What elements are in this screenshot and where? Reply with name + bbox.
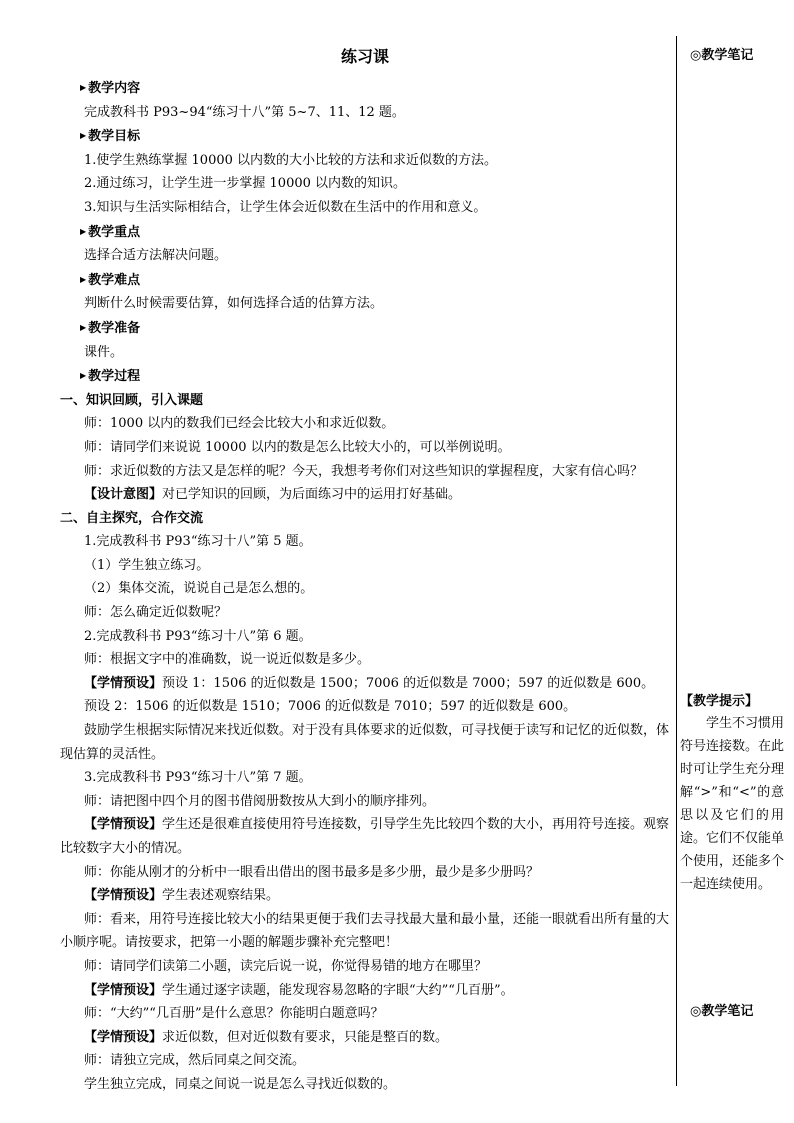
preset-3: 【学情预设】学生还是很难直接使用符号连接数，引导学生先比较四个数的大小，再用符号连接。观察比较数字大小的情况。 [60, 817, 670, 856]
preset-5: 【学情预设】学生通过逐字读题，能发现容易忽略的字眼“大约”“几百册”。 [84, 982, 514, 998]
side-note-label-top: ◎教学笔记 [690, 48, 754, 63]
goal-item: 2.通过练习，让学生进一步掌握 10000 以内数的知识。 [84, 176, 407, 192]
design-intent: 【设计意图】对已学知识的回顾，为后面练习中的运用打好基础。 [84, 487, 462, 503]
side-tip-title: 【教学提示】 [680, 694, 759, 709]
triangle-bullet-icon: ▶ [80, 225, 87, 236]
section-heading-process: ▶ 教学过程 [60, 364, 670, 389]
paragraph: 师：怎么确定近似数呢？ [84, 605, 228, 621]
triangle-bullet-icon: ▶ [80, 82, 87, 92]
paragraph: 2.完成教科书 P93“练习十八”第 6 题。 [84, 628, 312, 644]
lesson-body [60, 44, 670, 1097]
paragraph: 学生独立完成，同桌之间说一说是怎么寻找近似数的。 [84, 1076, 397, 1092]
paragraph: 师：1000 以内的数我们已经会比较大小和求近似数。 [84, 416, 395, 432]
prep-text: 课件。 [84, 344, 124, 360]
paragraph: 师：请同学们来说说 10000 以内的数是怎么比较大小的，可以举例说明。 [84, 439, 511, 455]
key-text: 选择合适方法解决问题。 [84, 248, 228, 264]
triangle-bullet-icon: ▶ [80, 273, 87, 284]
paragraph: 师：请同学们读第二小题，读完后说一说，你觉得易错的地方在哪里？ [84, 958, 488, 974]
section-heading-prep: ▶ 教学准备 [60, 316, 670, 341]
goal-item: 1.使学生熟练掌握 10000 以内数的大小比较的方法和求近似数的方法。 [84, 152, 498, 168]
paragraph: （1）学生独立练习。 [84, 557, 210, 573]
paragraph: 师：“大约”“几百册”是什么意思？你能明白题意吗？ [84, 1006, 384, 1022]
margin-divider [676, 36, 677, 1086]
preset-4: 【学情预设】学生表述观察结果。 [84, 888, 280, 904]
triangle-bullet-icon: ▶ [80, 321, 87, 332]
paragraph: 鼓励学生根据实际情况来找近似数。对于没有具体要求的近似数，可寻找便于读写和记忆的近似数，体现估算的灵活性。 [60, 723, 670, 762]
side-note-label-bottom: ◎教学笔记 [690, 1004, 754, 1019]
section-heading-goals: ▶ 教学目标 [60, 124, 670, 149]
paragraph: 师：求近似数的方法又是怎样的呢？今天，我想考考你们对这些知识的掌握程度，大家有信心吗？ [84, 463, 644, 479]
triangle-bullet-icon: ▶ [80, 130, 87, 141]
paragraph: 师：看来，用符号连接比较大小的结果更便于我们去寻找最大量和最小量，还能一眼就看出所有量的大小顺序呢。请按要求，把第一小题的解题步骤补充完整吧！ [60, 911, 670, 951]
paragraph: 3.完成教科书 P93“练习十八”第 7 题。 [84, 770, 312, 786]
preset-2: 预设 2：1506 的近似数是 1510；7006 的近似数是 7010；597 的近似数是 600。 [84, 699, 577, 715]
section-heading-content: ▶ 教学内容 [60, 76, 670, 101]
paragraph: 师：你能从刚才的分析中一眼看出借出的图书最多是多少册，最少是多少册吗？ [84, 864, 540, 880]
difficulty-text: 判断什么时候需要估算，如何选择合适的估算方法。 [84, 296, 384, 312]
goal-item: 3.知识与生活实际相结合，让学生体会近似数在生活中的作用和意义。 [84, 199, 487, 215]
paragraph: 师：请把图中四个月的图书借阅册数按从大到小的顺序排列。 [84, 793, 436, 809]
part2-title: 二、自主探究，合作交流 [60, 510, 204, 526]
preset-1: 【学情预设】预设 1：1506 的近似数是 1500；7006 的近似数是 7000；597 的近似数是 600。 [84, 675, 655, 691]
paragraph: （2）集体交流，说说自己是怎么想的。 [84, 581, 314, 597]
part1-title: 一、知识回顾，引入课题 [60, 392, 204, 408]
triangle-bullet-icon: ▶ [80, 370, 87, 381]
paragraph: 师：根据文字中的准确数，说一说近似数是多少。 [84, 652, 371, 668]
preset-6: 【学情预设】求近似数，但对近似数有要求，只能是整百的数。 [84, 1029, 449, 1045]
side-tip-text: 学生不习惯用符号连接数。在此时可让学生充分理解“>”和“<”的意思以及它们的用途。它们不仅能单个使用，还能多个一起连续使用。 [680, 716, 785, 892]
paragraph: 1.完成教科书 P93“练习十八”第 5 题。 [84, 534, 312, 550]
paragraph: 师：请独立完成，然后同桌之间交流。 [84, 1053, 306, 1069]
section-heading-difficulty: ▶ 教学难点 [60, 268, 670, 293]
section-heading-key: ▶ 教学重点 [60, 220, 670, 245]
content-text: 完成教科书 P93~94“练习十八”第 5~7、11、12 题。 [84, 104, 405, 120]
page-title: 练习课 [340, 47, 389, 66]
